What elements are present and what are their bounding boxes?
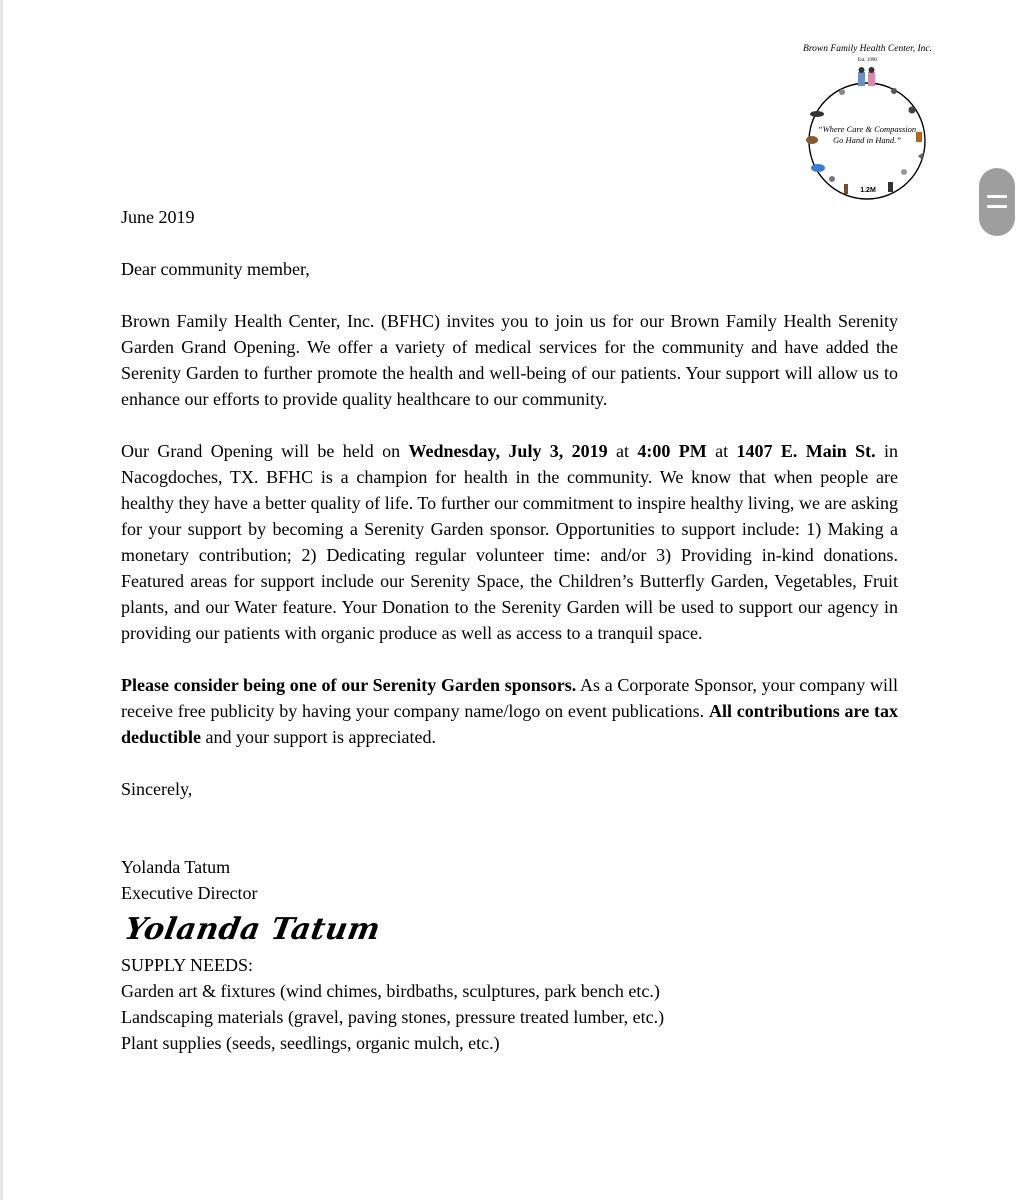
logo-motto-line2: Go Hand in Hand.” [832, 135, 901, 145]
handwritten-signature: Yolanda Tatum [121, 912, 384, 947]
logo-est-year: Est. 1990 [858, 58, 877, 63]
event-date: Wednesday, July 3, 2019 [408, 441, 608, 461]
letter-closing: Sincerely, [121, 779, 193, 799]
sponsor-benefit-text: As a Corporate Sponsor, your company will receive free publicity by having your company name/logo on event publications. [121, 675, 898, 721]
event-address: 1407 E. Main St. [736, 441, 876, 461]
letter-date: June 2019 [121, 207, 195, 227]
appreciation-text: and your support is appreciated. [201, 727, 436, 747]
supply-needs-list [121, 978, 898, 1056]
event-time: 4:00 PM [637, 441, 707, 461]
signer-title: Executive Director [121, 883, 258, 903]
menu-lines-icon [987, 195, 1007, 198]
letter-body [121, 204, 898, 1056]
logo-motto-line1: “Where Care & Compassion [817, 124, 917, 134]
supply-item: Garden art & fixtures (wind chimes, birdbaths, sculptures, park bench etc.) [121, 981, 660, 1001]
organization-logo [800, 44, 935, 204]
event-details-text: in Nacogdoches, TX. BFHC is a champion for health in the community. We know that when people are healthy they have a better quality of life. To further our commitment to inspire healthy living, we are asking for your support by becoming a Serenity Garden sponsor. Opportunities to support include: 1) Making a monetary contribution; 2) Dedicating regular volunteer time: and/or 3) Providing in-kind donations. Featured areas for support include our Serenity Space, the Children’s Butterfly Garden, Vegetables, Fruit plants, and our Water feature. Your Donation to the Serenity Garden will be used to support our agency in providing our patients with organic produce as well as access to a tranquil space. [121, 441, 899, 643]
paragraph-event [121, 438, 898, 646]
event-lead-text: Our Grand Opening will be held on [121, 441, 409, 461]
paragraph-sponsorship [121, 672, 898, 750]
event-at-text-2: at [706, 441, 737, 461]
signer-name: Yolanda Tatum [121, 857, 231, 877]
logo-motto [812, 124, 922, 146]
supply-item: Landscaping materials (gravel, paving stones, pressure treated lumber, etc.) [121, 1007, 665, 1027]
page-left-edge [0, 0, 3, 1200]
tax-deductible-note: All contributions are tax deductible [121, 701, 898, 747]
letter-salutation: Dear community member, [121, 259, 310, 279]
supply-needs-heading: SUPPLY NEEDS: [121, 955, 254, 975]
paragraph-intro: Brown Family Health Center, Inc. (BFHC) invites you to join us for our Brown Family Health Serenity Garden Grand Opening. We offer a variety of medical services for the community and have added the Serenity Garden to further promote the health and well-being of our patients. Your support will allow us to enhance our efforts to provide quality healthcare to our community. [121, 311, 898, 409]
sponsor-appeal: Please consider being one of our Serenity Garden sponsors. [121, 675, 577, 695]
logo-ring-label: 1.2M [860, 187, 876, 194]
event-at-text: at [607, 441, 638, 461]
logo-org-name: Brown Family Health Center, Inc. [803, 44, 932, 54]
menu-lines-icon-bar [987, 205, 1007, 208]
supply-item: Plant supplies (seeds, seedlings, organic mulch, etc.) [121, 1033, 500, 1053]
scroll-handle[interactable] [979, 168, 1015, 236]
